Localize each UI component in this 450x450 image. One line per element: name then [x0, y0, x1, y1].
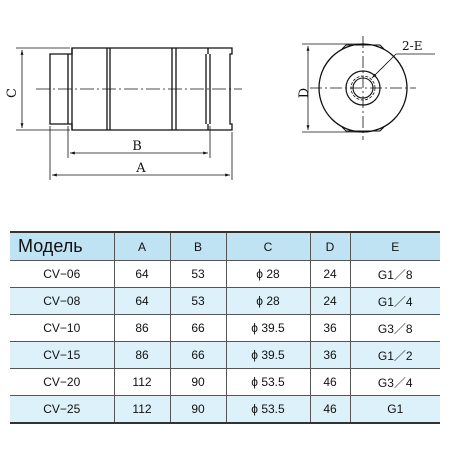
cell-d: 24 — [310, 261, 350, 288]
table-row — [10, 288, 440, 315]
header-c: C — [226, 232, 310, 261]
cell-b: 66 — [170, 342, 226, 369]
cell-b: 66 — [170, 315, 226, 342]
cell-c: ϕ 28 — [226, 288, 310, 315]
cell-d: 24 — [310, 288, 350, 315]
header-e: E — [350, 232, 440, 261]
cell-model: CV−20 — [10, 369, 114, 396]
cell-d: 36 — [310, 342, 350, 369]
cell-c: ϕ 53.5 — [226, 369, 310, 396]
cell-model: CV−25 — [10, 396, 114, 424]
header-d: D — [310, 232, 350, 261]
cell-e: G1／8 — [350, 261, 440, 288]
cell-d: 46 — [310, 369, 350, 396]
cell-model: CV−10 — [10, 315, 114, 342]
dim-b-label: B — [132, 139, 142, 154]
cell-e: G1 — [350, 396, 440, 424]
header-model: Модель — [10, 232, 114, 261]
table-row — [10, 396, 440, 424]
cell-model: CV−08 — [10, 288, 114, 315]
dim-e-label: 2-E — [402, 39, 423, 53]
cell-e: G1／2 — [350, 342, 440, 369]
dim-c-label: C — [5, 88, 20, 98]
header-a: A — [114, 232, 170, 261]
cell-b: 53 — [170, 261, 226, 288]
cell-model: CV−15 — [10, 342, 114, 369]
cell-c: ϕ 39.5 — [226, 315, 310, 342]
cell-b: 53 — [170, 288, 226, 315]
header-b: B — [170, 232, 226, 261]
table-row — [10, 315, 440, 342]
cell-c: ϕ 53.5 — [226, 396, 310, 424]
cell-a: 112 — [114, 396, 170, 424]
table-row — [10, 342, 440, 369]
cell-a: 64 — [114, 288, 170, 315]
cell-b: 90 — [170, 369, 226, 396]
dim-d-label: D — [297, 87, 312, 99]
table-header-row — [10, 232, 440, 261]
cell-c: ϕ 28 — [226, 261, 310, 288]
cell-b: 90 — [170, 396, 226, 424]
cell-e: G1／4 — [350, 288, 440, 315]
cell-a: 64 — [114, 261, 170, 288]
cell-a: 86 — [114, 342, 170, 369]
cell-d: 46 — [310, 396, 350, 424]
cell-a: 86 — [114, 315, 170, 342]
cell-model: CV−06 — [10, 261, 114, 288]
cell-e: G3／8 — [350, 315, 440, 342]
table-row — [10, 369, 440, 396]
cell-c: ϕ 39.5 — [226, 342, 310, 369]
table-row — [10, 261, 440, 288]
spec-table — [10, 231, 440, 424]
cell-e: G3／4 — [350, 369, 440, 396]
cell-a: 112 — [114, 369, 170, 396]
dim-a-label: A — [136, 161, 146, 176]
cell-d: 36 — [310, 315, 350, 342]
